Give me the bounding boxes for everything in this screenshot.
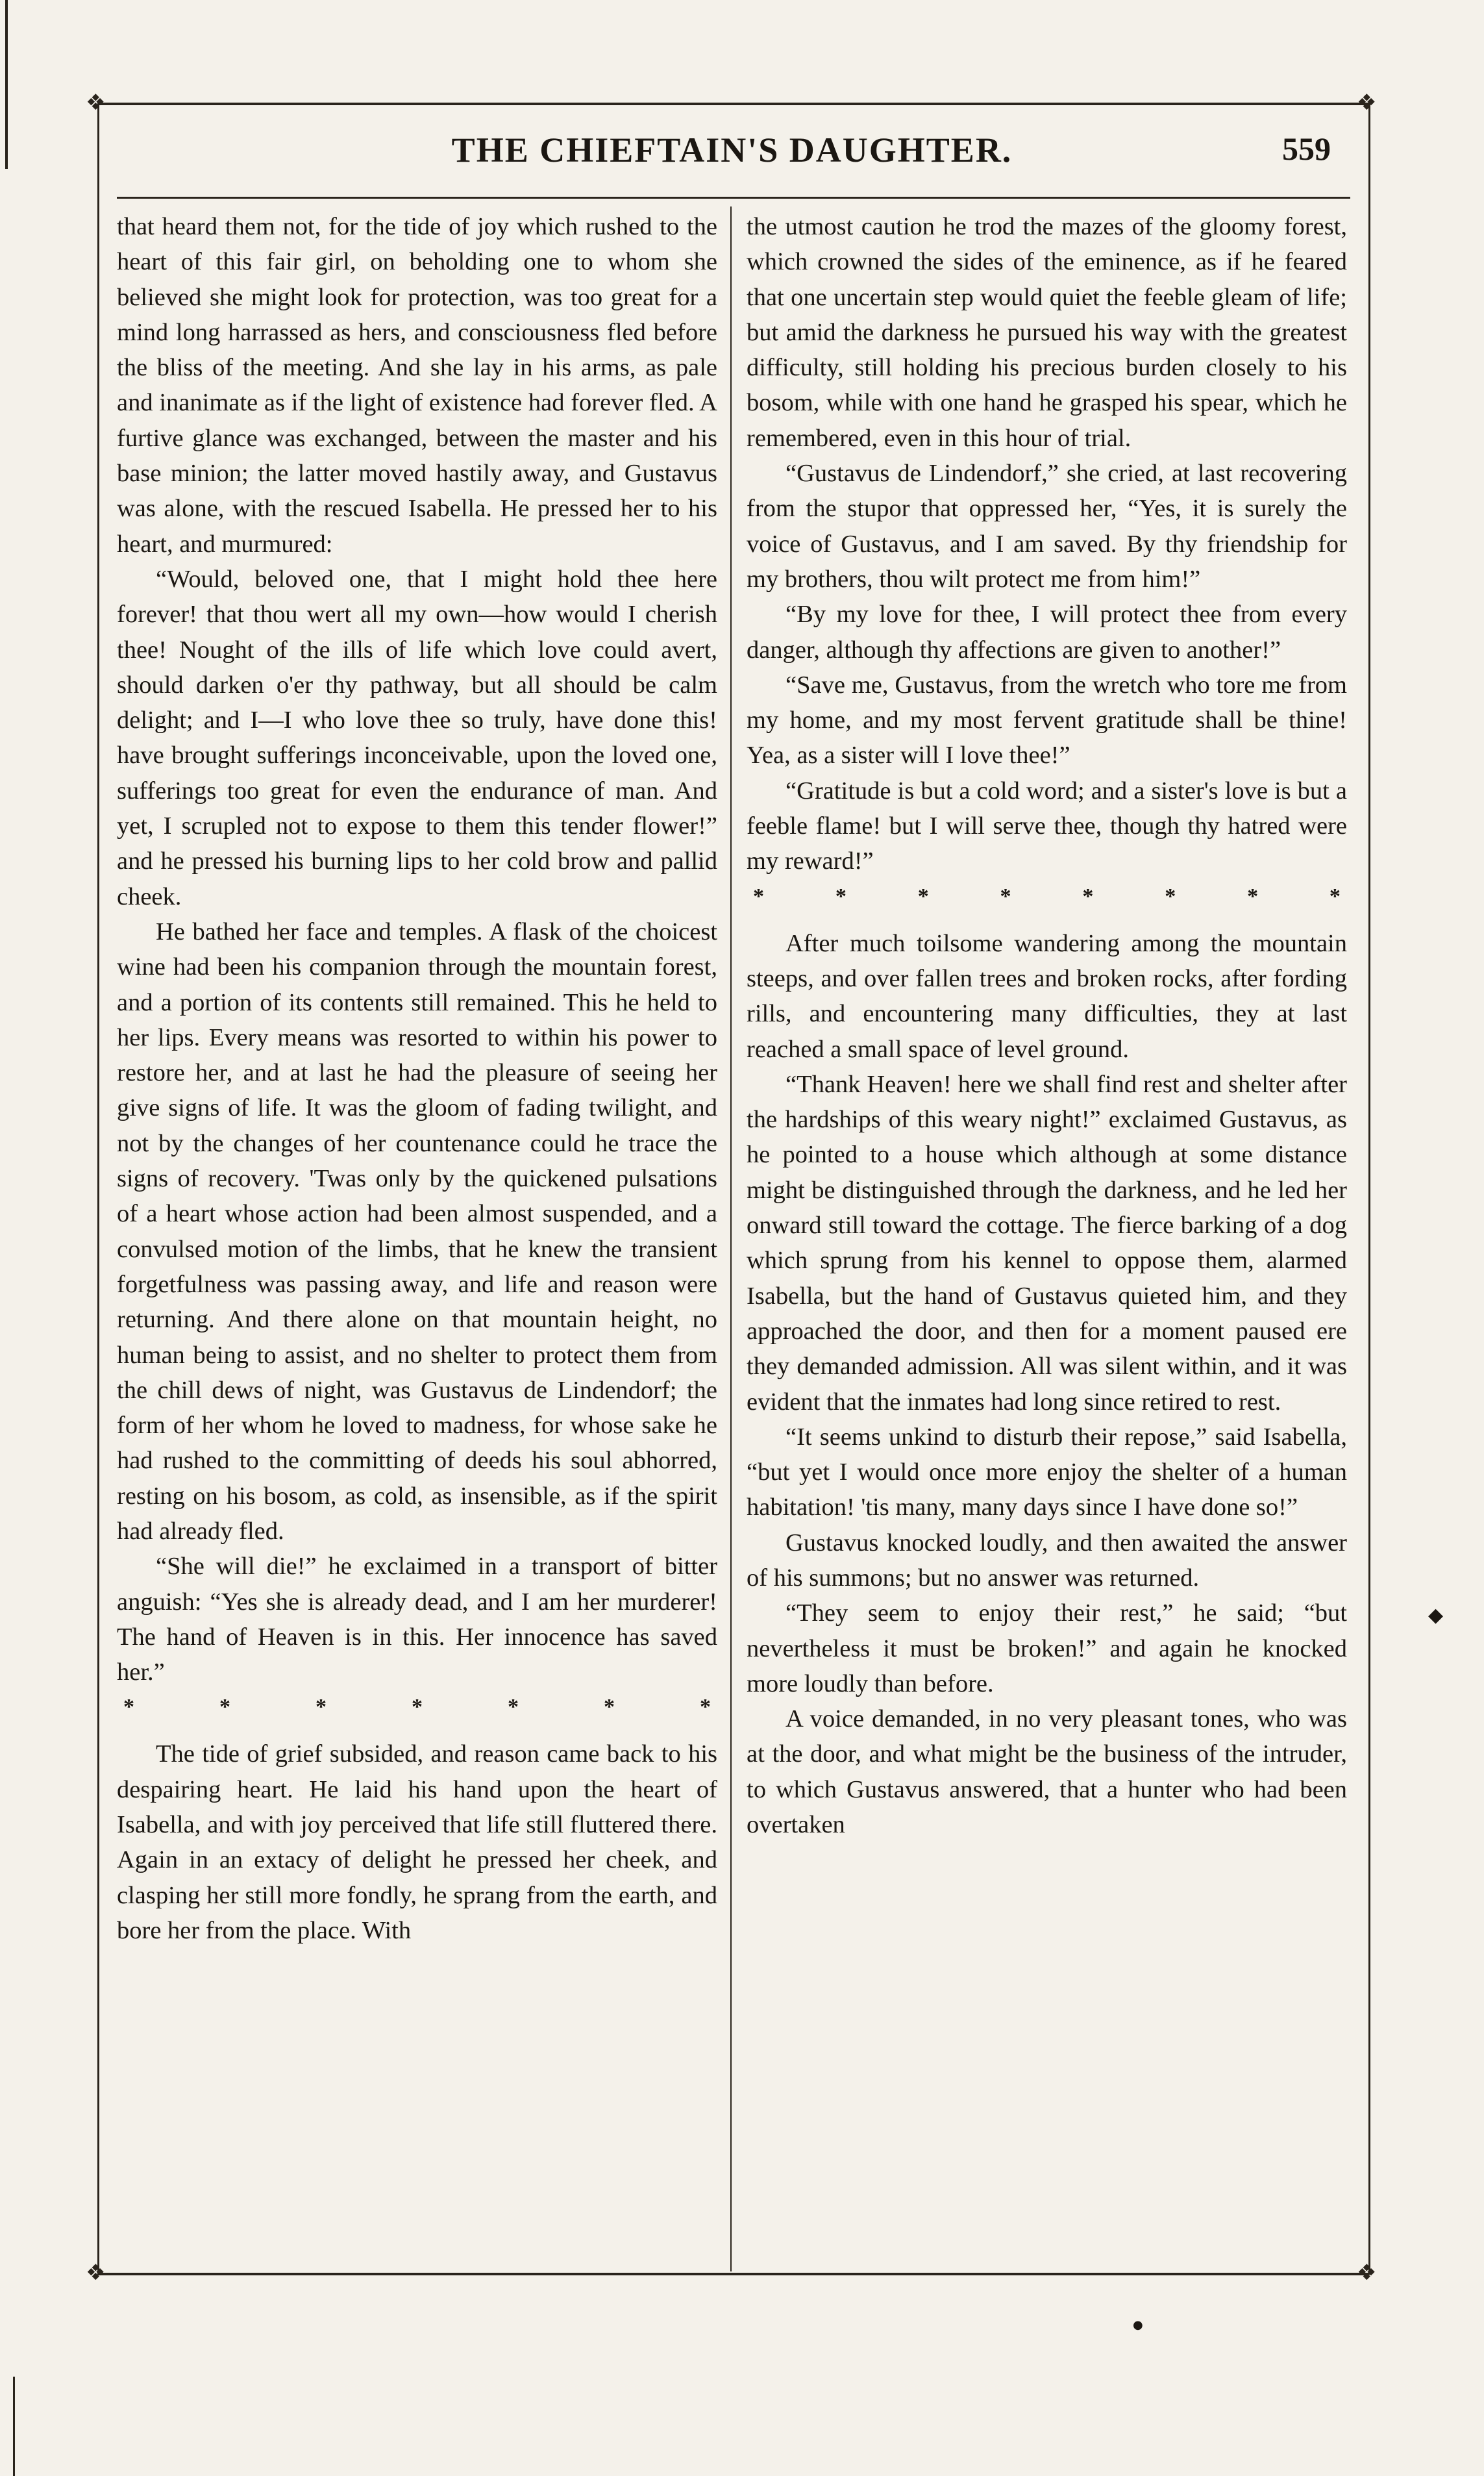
section-break-stars: * * * * * * * * xyxy=(753,884,1341,908)
paragraph: “Save me, Gustavus, from the wretch who tore me from my home, and my most fervent gratitude shall be thine! Yea, as a sister will I love thee!” xyxy=(747,671,1347,769)
paragraph: A voice demanded, in no very pleasant tones, who was at the door, and what might be the business of the intruder, to which Gustavus answered, that a hunter who had been overtaken xyxy=(747,1705,1347,1839)
paragraph: that heard them not, for the tide of joy which rushed to the heart of this fair girl, on beholding one to whom she believed she might look for protection, was too great for a mind long harrassed as hers, and consciousness fled before the bliss of the meeting. And she lay in his arms, as pale and inanimate as if the light of existence had forever fled. A furtive glance was exchanged, between the master and his base minion; the latter moved hastily away, and Gustavus was alone, with the rescued Isabella. He pressed her to his heart, and murmured: xyxy=(117,213,717,558)
corner-ornament-icon: ❖ xyxy=(86,2260,106,2286)
header-divider xyxy=(117,197,1350,199)
paragraph: “By my love for thee, I will protect thee from every danger, although thy affections are given to another!” xyxy=(747,601,1347,664)
paragraph: “Thank Heaven! here we shall find rest and shelter after the hardships of this weary night!” exclaimed Gustavus, as he pointed to a house which although at some distance might be distinguished through the darkness, and he led her onward still toward the cottage. The fierce barking of a dog which sprung from his kennel to oppose them, alarmed Isabella, but the hand of Gustavus quieted him, and they approached the door, and then for a moment paused ere they demanded admission. All was silent within, and it was evident that the inmates had long since retired to rest. xyxy=(747,1070,1347,1416)
paragraph: After much toilsome wandering among the mountain steeps, and over fallen trees and broken rocks, after fording rills, and encountering many difficulties, they at last reached a small space of level ground. xyxy=(747,929,1347,1063)
paragraph: “Would, beloved one, that I might hold thee here forever! that thou wert all my own—how would I cherish thee! Nought of the ills of life which love could avert, should darken o'er thy pathway, but all should be calm delight; and I—I who love thee so truly, have done this! have brought sufferings inconceivable, upon the loved one, sufferings too great for even the endurance of man. And yet, I scrupled not to expose to them this tender flower!” and he pressed his burning lips to her cold brow and pallid cheek. xyxy=(117,565,717,910)
section-break-stars: * * * * * * * xyxy=(123,1695,711,1719)
running-head xyxy=(97,130,1367,175)
paragraph: “Gratitude is but a cold word; and a sister's love is but a feeble flame! but I will serve thee, though thy hatred were my reward!” xyxy=(747,777,1347,875)
paragraph: “It seems unkind to disturb their repose,” said Isabella, “but yet I would once more enjoy the shelter of a human habitation! 'tis many, many days since I have done so!” xyxy=(747,1423,1347,1521)
paragraph: the utmost caution he trod the mazes of the gloomy forest, which crowned the sides of the eminence, as if he feared that one uncertain step would quiet the feeble gleam of life; but amid the darkness he pursued his way with the greatest difficulty, still holding his precious burden closely to his bosom, while with one hand he grasped his spear, which he remembered, even in this hour of trial. xyxy=(747,213,1347,452)
right-column xyxy=(747,209,1347,1842)
paragraph: “She will die!” he exclaimed in a transport of bitter anguish: “Yes she is already dead, and I am her murderer! The hand of Heaven is in this. Her innocence has saved her.” xyxy=(117,1553,717,1686)
left-column xyxy=(117,209,717,1948)
corner-ornament-icon: ❖ xyxy=(1357,90,1377,116)
paragraph: “They seem to enjoy their rest,” he said; “but nevertheless it must be broken!” and again he knocked more loudly than before. xyxy=(747,1599,1347,1697)
paragraph: Gustavus knocked loudly, and then awaited the answer of his summons; but no answer was returned. xyxy=(747,1529,1347,1592)
ink-speck: ● xyxy=(1133,2318,1143,2332)
corner-ornament-icon: ❖ xyxy=(86,90,106,116)
page-title: THE CHIEFTAIN'S DAUGHTER. xyxy=(451,131,1013,169)
paragraph: He bathed her face and temples. A flask of the choicest wine had been his companion through the mountain forest, and a portion of its contents still remained. This he held to her lips. Every means was resorted to within his power to restore her, and at last he had the pleasure of seeing her give signs of life. It was the gloom of fading twilight, and not by the changes of her countenance could he trace the signs of recovery. 'Twas only by the quickened pulsations of a heart whose action had been almost suspended, and a convulsed motion of the limbs, that he knew the transient forgetfulness was passing away, and life and reason were returning. And there alone on that mountain height, no human being to assist, and no shelter to protect them from the chill dews of night, was Gustavus de Lindendorf; the form of her whom he loved to madness, for whose sake he had rushed to the committing of deeds his soul abhorred, resting on his bosom, as cold, as insensible, as if the spirit had already fled. xyxy=(117,918,717,1545)
page-edge-shadow-lower xyxy=(13,2377,15,2476)
corner-ornament-icon: ❖ xyxy=(1357,2260,1377,2286)
page-number: 559 xyxy=(1282,131,1331,167)
page-edge-shadow xyxy=(5,0,8,169)
column-divider xyxy=(730,206,732,2271)
ink-speck: ◆ xyxy=(1428,1604,1444,1627)
paragraph: “Gustavus de Lindendorf,” she cried, at last recovering from the stupor that oppressed her, “Yes, it is surely the voice of Gustavus, and I am saved. By thy friendship for my brothers, thou wilt protect me from him!” xyxy=(747,460,1347,593)
paragraph: The tide of grief subsided, and reason came back to his despairing heart. He laid his hand upon the heart of Isabella, and with joy perceived that life still fluttered there. Again in an extacy of delight he pressed her cheek, and clasping her still more fondly, he sprang from the earth, and bore her from the place. With xyxy=(117,1740,717,1944)
